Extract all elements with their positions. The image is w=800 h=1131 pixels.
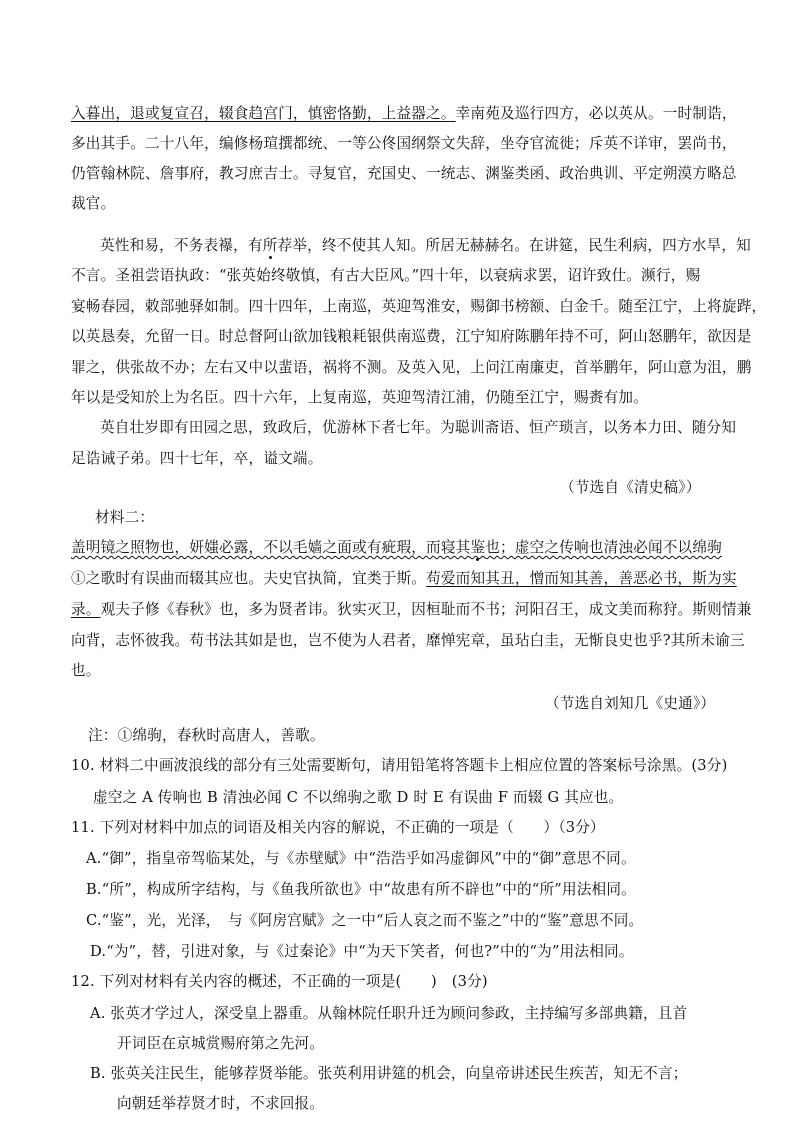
question-12-option-a-line-1: A. 张英才学过人，深受皇上器重。从翰林院任职升迁为顾问参政，主持编写多部典籍，且首	[90, 1005, 688, 1022]
passage1-para3-line-2: 足诰诫子弟。四十七年，卒，谥文端。	[71, 450, 323, 467]
passage1-line-3: 仍管翰林院、詹事府，教习庶吉士。寻复官，充国史、一统志、渊鉴类函、政治典训、平定朔漠方略总	[71, 165, 737, 182]
question-11-stem: 11. 下列对材料中加点的词语及相关内容的解说，不正确的一项是（ ）（3分）	[71, 819, 605, 836]
question-12-stem: 12. 下列对材料有关内容的概述，不正确的一项是( ) (3分)	[71, 973, 488, 990]
wavy-underlined-text: 盖明镜之照物也，妍媸必露，不以毛嫱之面或有疵瑕，而寝其鉴也；虚空之传响也清浊必闻不以绵驹	[71, 539, 722, 556]
passage1-para2-line-4: 以英恳奏，允留一日。时总督阿山欲加钱粮耗银供南巡费，江宁知府陈鹏年持不可，阿山怒鹏年，欲因是	[71, 328, 752, 345]
question-12-option-a-line-2: 开词臣在京城赏赐府第之先河。	[117, 1035, 325, 1052]
material2-note: 注：①绵驹，春秋时高唐人，善歌。	[88, 727, 325, 744]
question-11-option-a: A.“御”，指皇帝驾临某处，与《赤壁赋》中“浩浩乎如冯虚御风”中的“御”意思不同。	[86, 850, 636, 867]
question-11-option-c: C.“鉴”，光，光泽， 与《阿房宫赋》之一中“后人哀之而不鉴之”中的“鉴”意思不同。	[86, 912, 644, 929]
material2-line-5: 也。	[71, 662, 101, 679]
passage1-para2-line-5: 罪之，供张故不办；左右又中以蜚语，祸将不测。及英入见，上问江南廉吏，首举鹏年，阿山意为沮，鹏	[71, 359, 752, 376]
material2-line-4: 向背，志怀彼我。苟书法其如是也，岂不使为人君者，靡惮宪章，虽玷白圭，无惭良史也乎?其所未谕三	[71, 632, 745, 649]
question-11-option-b: B.“所”，构成所字结构，与《鱼我所欲也》中“故患有所不辟也”中的“所”用法相同。	[86, 881, 636, 898]
material2-line-3: 录。观夫子修《春秋》也，多为贤者讳。狄实灭卫，因桓耻而不书；河阳召王，成文美而称狩。斯则情兼	[71, 601, 752, 618]
passage1-line-2: 多出其手。二十八年，编修杨瑄撰都统、一等公佟国纲祭文失辞，坐夺官流徙；斥英不详审，罢尚书，	[71, 135, 737, 152]
question-11-option-d: D.“为”，替，引进对象，与《过秦论》中“为天下笑者，何也?”中的“为”用法相同。	[90, 943, 634, 960]
passage1-para2-line-3: 宴畅春园，敕部驰驿如制。四十四年，上南巡，英迎驾淮安，赐御书榜额、白金千。随至江宁，上将旋跸，	[71, 298, 767, 315]
passage1-line-4: 裁官。	[71, 195, 116, 212]
passage1-para2-line-2: 不言。圣祖尝语执政：“张英始终敬慎，有古大臣风。”四十年，以衰病求罢，诏许致仕。濒行，赐	[71, 267, 701, 284]
material2-source: （节选自刘知几《史通》）	[545, 695, 716, 712]
material2-line-2: ①之歌时有误曲而辍其应也。夫史官执简，宜类于斯。苟爱而知其丑，憎而知其善，善恶必书，斯为实	[71, 570, 737, 587]
question-12-option-b-line-1: B. 张英关注民生，能够荐贤举能。张英利用讲筵的机会，向皇帝讲述民生疾苦，知无不言；	[90, 1065, 688, 1082]
underlined-sentence: 入暮出，退或复宣召，辍食趋宫门，慎密恪勤，上益器之。	[71, 105, 456, 122]
emphasis-dot-char: 所	[262, 237, 278, 254]
question-10-stem: 10. 材料二中画波浪线的部分有三处需要断句，请用铅笔将答题卡上相应位置的答案标号涂黑。(3分)	[71, 757, 728, 774]
question-10-options: 虚空之 A 传响也 B 清浊必闻 C 不以绵驹之歌 D 时 E 有误曲 F 而辍 G 其应也。	[93, 789, 624, 806]
emphasis-dot-char: 鉴	[470, 539, 486, 556]
passage1-source: （节选自《清史稿》）	[560, 479, 701, 496]
passage1-para2-line-1: 英性和易，不务表襮，有所荐举，终不使其人知。所居无赫赫名。在讲筵，民生利病，四方水旱，知	[100, 237, 751, 254]
material2-heading: 材料二：	[95, 509, 155, 526]
underlined-sentence: 苟爱而知其丑，憎而知其善，善恶必书，斯为实	[426, 570, 737, 587]
passage1-line-1: 入暮出，退或复宣召，辍食趋宫门，慎密恪勤，上益器之。幸南苑及巡行四方，必以英从。一时制诰，	[71, 105, 737, 122]
material2-line-1	[71, 538, 722, 558]
passage1-para3-line-1: 英自壮岁即有田园之思，致政后，优游林下者七年。为聪训斋语、恒产琐言，以务本力田、随分知	[100, 419, 737, 436]
question-12-option-b-line-2: 向朝廷举荐贤才时，不求回报。	[117, 1095, 325, 1112]
passage1-para2-line-6: 年以是受知於上为名臣。四十六年，上复南巡，英迎驾清江浦，仍随至江宁，赐赉有加。	[71, 389, 648, 406]
